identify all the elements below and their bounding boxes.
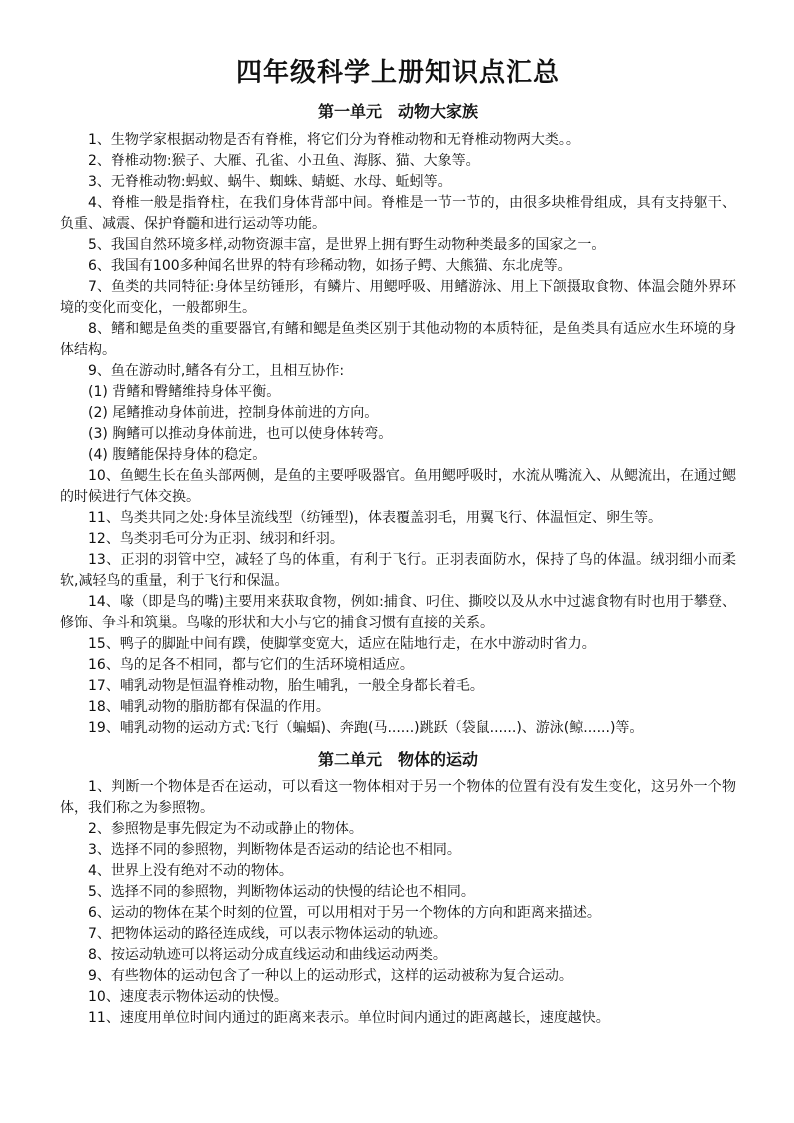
list-item: 4、脊椎一般是指脊柱，在我们身体背部中间。脊椎是一节一节的，由很多块椎骨组成，具有支持躯干、负重、减震、保护脊髓和进行运动等功能。 — [60, 194, 736, 232]
list-item: 13、正羽的羽管中空，减轻了鸟的体重，有利于飞行。正羽表面防水，保持了鸟的体温。绒羽细小而柔软,减轻鸟的重量，利于飞行和保温。 — [60, 551, 736, 589]
document-title: 四年级科学上册知识点汇总 — [235, 58, 560, 88]
unit-1-list — [60, 130, 736, 739]
list-item: 6、运动的物体在某个时刻的位置，可以用相对于另一个物体的方向和距离来描述。 — [88, 904, 601, 921]
list-item: 14、喙（即是鸟的嘴)主要用来获取食物，例如:捕食、叼住、撕咬以及从水中过滤食物有时也用于攀登、修饰、争斗和筑巢。鸟喙的形状和大小与它的捕食习惯有直接的关系。 — [60, 593, 736, 631]
unit-1-heading: 第一单元 动物大家族 — [317, 102, 478, 122]
unit-2-section — [60, 749, 736, 1029]
unit-2-heading: 第二单元 物体的运动 — [317, 749, 478, 769]
list-item: 5、选择不同的参照物，判断物体运动的快慢的结论也不相同。 — [88, 883, 475, 900]
list-item: 6、我国有100多种闻名世界的特有珍稀动物，如扬子鳄、大熊猫、东北虎等。 — [88, 257, 572, 274]
unit-1-section — [60, 101, 736, 738]
list-item: (1) 背鳍和臀鳍维持身体平衡。 — [88, 383, 281, 400]
list-item: 9、鱼在游动时,鳍各有分工，且相互协作: — [88, 362, 345, 379]
list-item: 18、哺乳动物的脂肪都有保温的作用。 — [88, 698, 330, 715]
list-item: 3、选择不同的参照物，判断物体是否运动的结论也不相同。 — [88, 841, 461, 858]
list-item: 1、判断一个物体是否在运动，可以看这一物体相对于另一个物体的位置有没有发生变化，这另外一个物体，我们称之为参照物。 — [60, 778, 736, 816]
list-item: 10、速度表示物体运动的快慢。 — [88, 988, 288, 1005]
list-item: (2) 尾鳍推动身体前进，控制身体前进的方向。 — [88, 404, 379, 421]
list-item: 12、鸟类羽毛可分为正羽、绒羽和纤羽。 — [88, 530, 344, 547]
list-item: 4、世界上没有绝对不动的物体。 — [88, 862, 293, 879]
list-item: 5、我国自然环境多样,动物资源丰富，是世界上拥有野生动物种类最多的国家之一。 — [88, 236, 606, 253]
unit-2-list — [60, 777, 736, 1029]
list-item: 11、鸟类共同之处:身体呈流线型（纺锤型)，体表覆盖羽毛，用翼飞行、体温恒定、卵生等。 — [88, 509, 662, 526]
list-item: 7、鱼类的共同特征:身体呈纺锤形，有鳞片、用鳃呼吸、用鳍游泳、用上下颌摄取食物、体温会随外界环境的变化而变化，一般都卵生。 — [60, 278, 736, 316]
list-item: 7、把物体运动的路径连成线，可以表示物体运动的轨迹。 — [88, 925, 447, 942]
document-page — [60, 58, 736, 1029]
list-item: 17、哺乳动物是恒温脊椎动物，胎生哺乳，一般全身都长着毛。 — [88, 677, 484, 694]
list-item: (4) 腹鳍能保持身体的稳定。 — [88, 446, 267, 463]
list-item: 2、脊椎动物:猴子、大雁、孔雀、小丑鱼、海豚、猫、大象等。 — [88, 152, 480, 169]
list-item: 8、按运动轨迹可以将运动分成直线运动和曲线运动两类。 — [88, 946, 447, 963]
list-item: (3) 胸鳍可以推动身体前进，也可以使身体转弯。 — [88, 425, 393, 442]
list-item: 16、鸟的足各不相同，都与它们的生活环境相适应。 — [88, 656, 414, 673]
list-item: 8、鳍和鳃是鱼类的重要器官,有鳍和鳃是鱼类区别于其他动物的本质特征，是鱼类具有适应水生环境的身体结构。 — [60, 320, 736, 358]
list-item: 10、鱼鳃生长在鱼头部两侧，是鱼的主要呼吸器官。鱼用鳃呼吸时，水流从嘴流入、从鳃流出，在通过鳃的时候进行气体交换。 — [60, 467, 736, 505]
list-item: 2、参照物是事先假定为不动或静止的物体。 — [88, 820, 363, 837]
list-item: 15、鸭子的脚趾中间有蹼，使脚掌变宽大，适应在陆地行走，在水中游动时省力。 — [88, 635, 596, 652]
list-item: 3、无脊椎动物:蚂蚁、蜗牛、蜘蛛、蜻蜓、水母、蚯蚓等。 — [88, 173, 452, 190]
list-item: 9、有些物体的运动包含了一种以上的运动形式，这样的运动被称为复合运动。 — [88, 967, 573, 984]
list-item: 19、哺乳动物的运动方式:飞行（蝙蝠)、奔跑(马......)跳跃（袋鼠......)、游泳(鲸......)等。 — [88, 719, 644, 736]
list-item: 1、生物学家根据动物是否有脊椎，将它们分为脊椎动物和无脊椎动物两大类。。 — [88, 131, 580, 148]
list-item: 11、速度用单位时间内通过的距离来表示。单位时间内通过的距离越长，速度越快。 — [88, 1009, 610, 1026]
